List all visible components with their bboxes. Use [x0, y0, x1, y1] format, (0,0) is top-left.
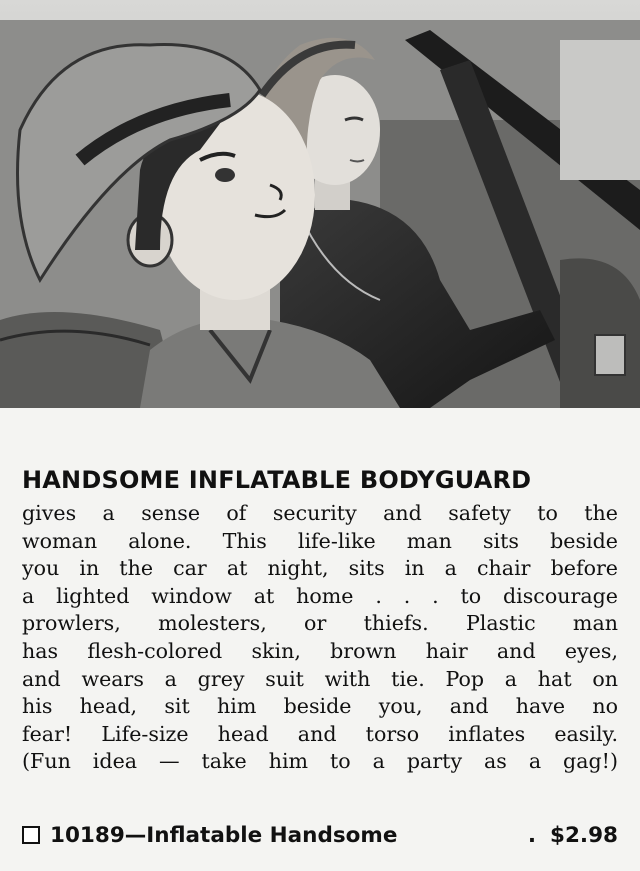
body-line: his head, sit him beside you, and have no	[22, 694, 618, 719]
body-line: woman alone. This life-like man sits beside	[22, 528, 618, 553]
body-line: and wears a grey suit with tie. Pop a hat on	[22, 666, 618, 691]
order-checkbox[interactable]	[22, 826, 40, 844]
order-price: $2.98	[549, 822, 618, 848]
ad-photo	[0, 0, 640, 408]
body-line: has flesh-colored skin, brown hair and eyes,	[22, 638, 618, 663]
body-line: gives a sense of security and safety to the	[22, 501, 618, 525]
body-line: (Fun idea — take him to a party as a gag!)	[22, 749, 618, 774]
body-line: a lighted window at home . . . to discourage	[22, 583, 618, 608]
order-separator: .	[527, 822, 536, 848]
body-line: fear! Life-size head and torso inflates easily.	[22, 721, 618, 746]
ad-body	[22, 500, 618, 776]
body-line: prowlers, molesters, or thiefs. Plastic man	[22, 611, 618, 636]
ad-headline: HANDSOME INFLATABLE BODYGUARD	[22, 466, 532, 494]
body-line: you in the car at night, sits in a chair before	[22, 556, 618, 581]
order-item: 10189—Inflatable Handsome	[50, 822, 398, 848]
order-line	[22, 818, 618, 852]
car-scene-illustration	[0, 0, 640, 408]
